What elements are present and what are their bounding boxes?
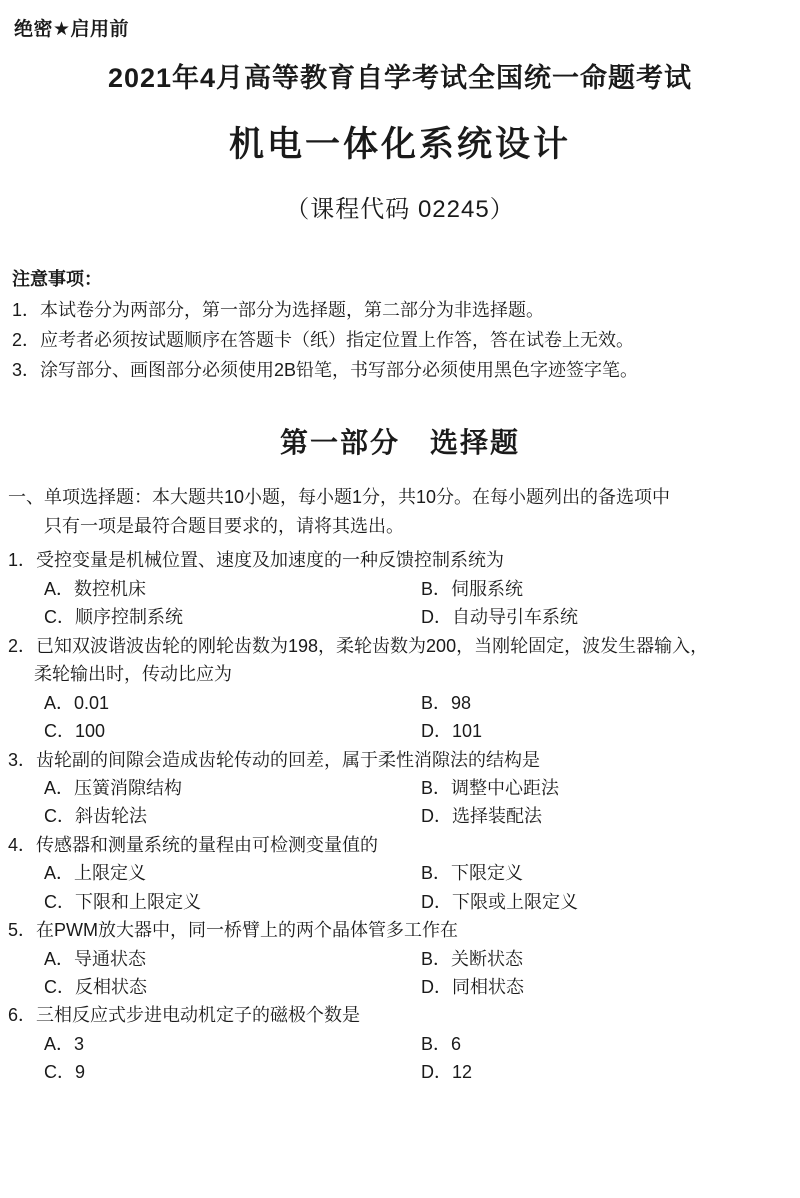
question-text: 受控变量是机械位置、速度及加速度的一种反馈控制系统为: [36, 550, 505, 571]
question-number: 2．: [8, 635, 37, 656]
question-item: [8, 831, 790, 916]
question-list: [0, 546, 800, 1086]
question-text: 传感器和测量系统的量程由可检测变量值的: [36, 834, 379, 855]
option-row: [8, 689, 790, 717]
question-text: 在PWM放大器中，同一桥臂上的两个晶体管多工作在: [36, 920, 459, 941]
question-stem: [8, 1001, 790, 1029]
option-b[interactable]: B．6: [421, 1033, 462, 1054]
question-stem-continued: 柔轮输出时，传动比应为: [34, 664, 232, 685]
option-row: [8, 973, 790, 1001]
question-item: [8, 1001, 790, 1086]
notice-title: 注意事项：: [12, 269, 102, 290]
option-row: [8, 603, 790, 631]
option-row: [8, 1058, 790, 1086]
course-title: 机电一体化系统设计: [228, 125, 571, 165]
section-intro-line-2: 只有一项是最符合题目要求的，请将其选出。: [44, 515, 404, 536]
question-item: [8, 916, 790, 1001]
option-a[interactable]: A．上限定义: [44, 863, 147, 884]
question-item: [8, 632, 790, 746]
notice-item: 1．本试卷分为两部分，第一部分为选择题，第二部分为非选择题。: [12, 300, 545, 321]
question-stem: [8, 632, 790, 660]
option-row: [8, 774, 790, 802]
notice-item: 3．涂写部分、画图部分必须使用2B铅笔，书写部分必须使用黑色字迹签字笔。: [12, 359, 639, 380]
option-c[interactable]: C．反相状态: [44, 977, 147, 998]
secret-marking: 绝密★启用前: [14, 19, 130, 40]
course-code: （课程代码 02245）: [285, 196, 515, 224]
option-d[interactable]: D．下限或上限定义: [421, 891, 578, 912]
option-c[interactable]: C．斜齿轮法: [44, 806, 147, 827]
question-item: [8, 746, 790, 831]
option-b[interactable]: B．关断状态: [421, 948, 524, 969]
option-d[interactable]: D．101: [421, 721, 483, 742]
section-intro: [0, 483, 800, 541]
question-item: [8, 546, 790, 631]
option-a[interactable]: A．3: [44, 1033, 85, 1054]
part-one-title: 第一部分 选择题: [279, 426, 520, 458]
question-number: 1．: [8, 550, 37, 571]
option-b[interactable]: B．98: [421, 692, 472, 713]
option-d[interactable]: D．12: [421, 1062, 473, 1083]
question-text: 三相反应式步进电动机定子的磁极个数是: [36, 1005, 361, 1026]
option-row: [8, 888, 790, 916]
question-stem: [8, 916, 790, 944]
option-a[interactable]: A．压簧消隙结构: [44, 777, 183, 798]
option-b[interactable]: B．伺服系统: [421, 578, 524, 599]
option-b[interactable]: B．下限定义: [421, 863, 524, 884]
question-stem: [8, 746, 790, 774]
option-c[interactable]: C．9: [44, 1062, 86, 1083]
option-row: [8, 802, 790, 830]
option-c[interactable]: C．下限和上限定义: [44, 891, 201, 912]
option-row: [8, 945, 790, 973]
question-number: 3．: [8, 749, 37, 770]
option-d[interactable]: D．自动导引车系统: [421, 607, 578, 628]
option-row: [8, 1030, 790, 1058]
question-text: 齿轮副的间隙会造成齿轮传动的回差，属于柔性消隙法的结构是: [36, 749, 541, 770]
option-c[interactable]: C．顺序控制系统: [44, 607, 183, 628]
option-b[interactable]: B．调整中心距法: [421, 777, 560, 798]
option-a[interactable]: A．0.01: [44, 692, 110, 713]
option-a[interactable]: A．导通状态: [44, 948, 147, 969]
option-row: [8, 575, 790, 603]
section-intro-line-1: 一、单项选择题：本大题共10小题，每小题1分，共10分。在每小题列出的备选项中: [8, 486, 671, 507]
option-c[interactable]: C．100: [44, 721, 106, 742]
question-stem: [8, 831, 790, 859]
exam-title: 2021年4月高等教育自学考试全国统一命题考试: [107, 63, 693, 93]
question-number: 5．: [8, 920, 37, 941]
option-row: [8, 859, 790, 887]
question-number: 6．: [8, 1005, 37, 1026]
question-number: 4．: [8, 834, 37, 855]
option-d[interactable]: D．选择装配法: [421, 806, 542, 827]
option-a[interactable]: A．数控机床: [44, 578, 147, 599]
question-stem: [8, 546, 790, 574]
notice-section: [0, 265, 800, 385]
notice-item: 2．应考者必须按试题顺序在答题卡（纸）指定位置上作答，答在试卷上无效。: [12, 330, 635, 351]
option-d[interactable]: D．同相状态: [421, 977, 524, 998]
option-row: [8, 717, 790, 745]
question-text: 已知双波谐波齿轮的刚轮齿数为198，柔轮齿数为200，当刚轮固定，波发生器输入，: [36, 635, 709, 656]
